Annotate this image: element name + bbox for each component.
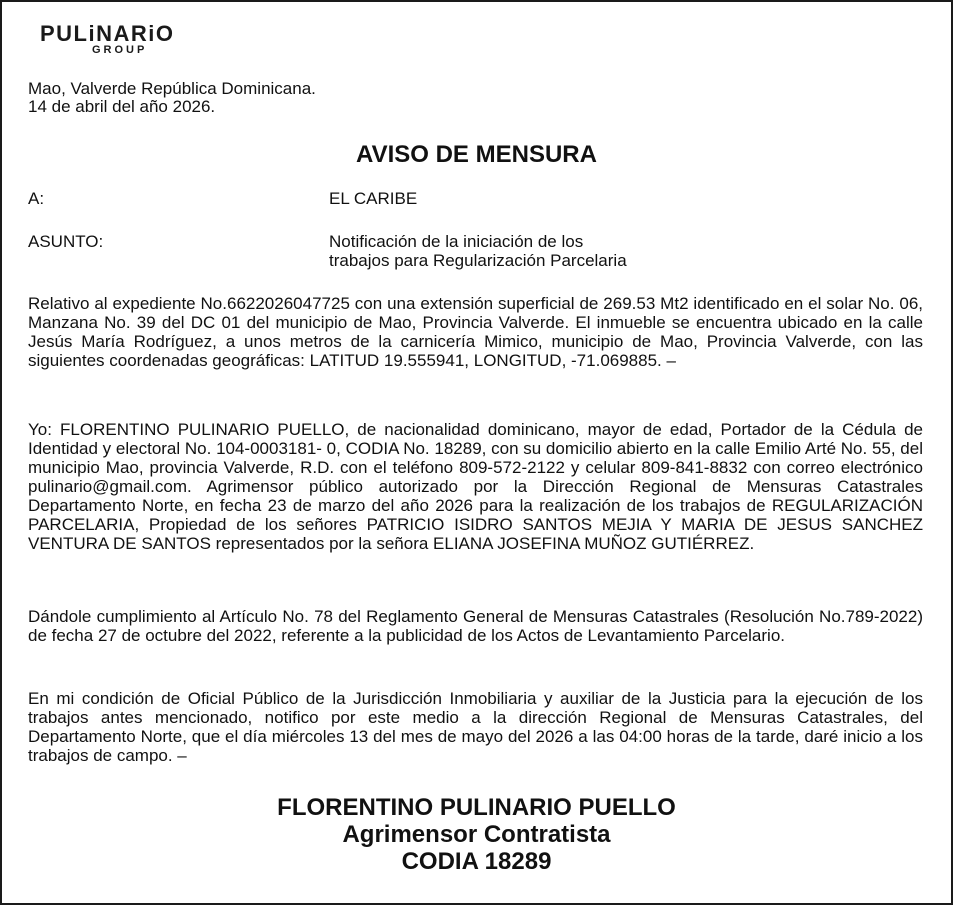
notice-title: AVISO DE MENSURA [356,141,597,168]
to-value: EL CARIBE [329,189,418,208]
paragraph-surveyor: Yo: FLORENTINO PULINARIO PUELLO, de nacionalidad dominicano, mayor de edad, Portador de la Cédula de Identidad y electoral No. 104-0003181- 0, CODIA No. 18289, con su domicilio abierto en la calle Emilio Arté No. 55, del municipio Mao, provincia Valverde, R.D. con el teléfono 809-572-2122 y celular 809-841-8832 con correo electrónico pulinario@gmail.com. Agrimensor público autorizado por la Dirección Regional de Mensuras Catastrales Departamento Norte, en fecha 23 de marzo del año 2026 para la realización de los trabajos de REGULARIZACIÓN PARCELARIA, Propiedad de los señores PATRICIO ISIDRO SANTOS MEJIA Y MARIA DE JESUS SANCHEZ VENTURA DE SANTOS representados por la señora ELIANA JOSEFINA MUÑOZ GUTIÉRREZ. [28,420,923,553]
paragraph-regulation: Dándole cumplimiento al Artículo No. 78 del Reglamento General de Mensuras Catastrales (Resolución No.789-2022) de fecha 27 de octubre del 2022, referente a la publicidad de los Actos de Levantamiento Parcelario. [28,607,923,645]
paragraph-expediente: Relativo al expediente No.6622026047725 con una extensión superficial de 269.53 Mt2 identificado en el solar No. 06, Manzana No. 39 del DC 01 del municipio de Mao, Provincia Valverde. El inmueble se encuentra ubicado en la calle Jesús María Rodríguez, a unos metros de la carnicería Mimico, municipio de Mao, Provincia Valverde, con las siguientes coordenadas geográficas: LATITUD 19.555941, LONGITUD, -71.069885. – [28,294,923,370]
subject-label: ASUNTO: [28,232,104,251]
place-line: Mao, Valverde República Dominicana. [28,79,316,98]
signature-role: Agrimensor Contratista [342,821,611,848]
logo-sub-text: GROUP [92,44,148,56]
to-label: A: [28,189,45,208]
signature-codia: CODIA 18289 [401,848,552,875]
subject-line-2: trabajos para Regularización Parcelaria [329,251,627,270]
company-logo [40,22,230,58]
logo-brand-text: PULiNARiO [40,21,175,46]
paragraph-notification: En mi condición de Oficial Público de la Jurisdicción Inmobiliaria y auxiliar de la Justicia para la ejecución de los trabajos antes mencionado, notifico por este medio a la dirección Regional de Mensuras Catastrales, del Departamento Norte, que el día miércoles 13 del mes de mayo del 2026 a las 04:00 horas de la tarde, daré inicio a los trabajos de campo. – [28,689,923,765]
date-line: 14 de abril del año 2026. [28,97,216,116]
signature-name: FLORENTINO PULINARIO PUELLO [277,794,676,821]
subject-line-1: Notificación de la iniciación de los [329,232,584,251]
subject-value [329,232,627,270]
place-date-block [28,80,316,116]
